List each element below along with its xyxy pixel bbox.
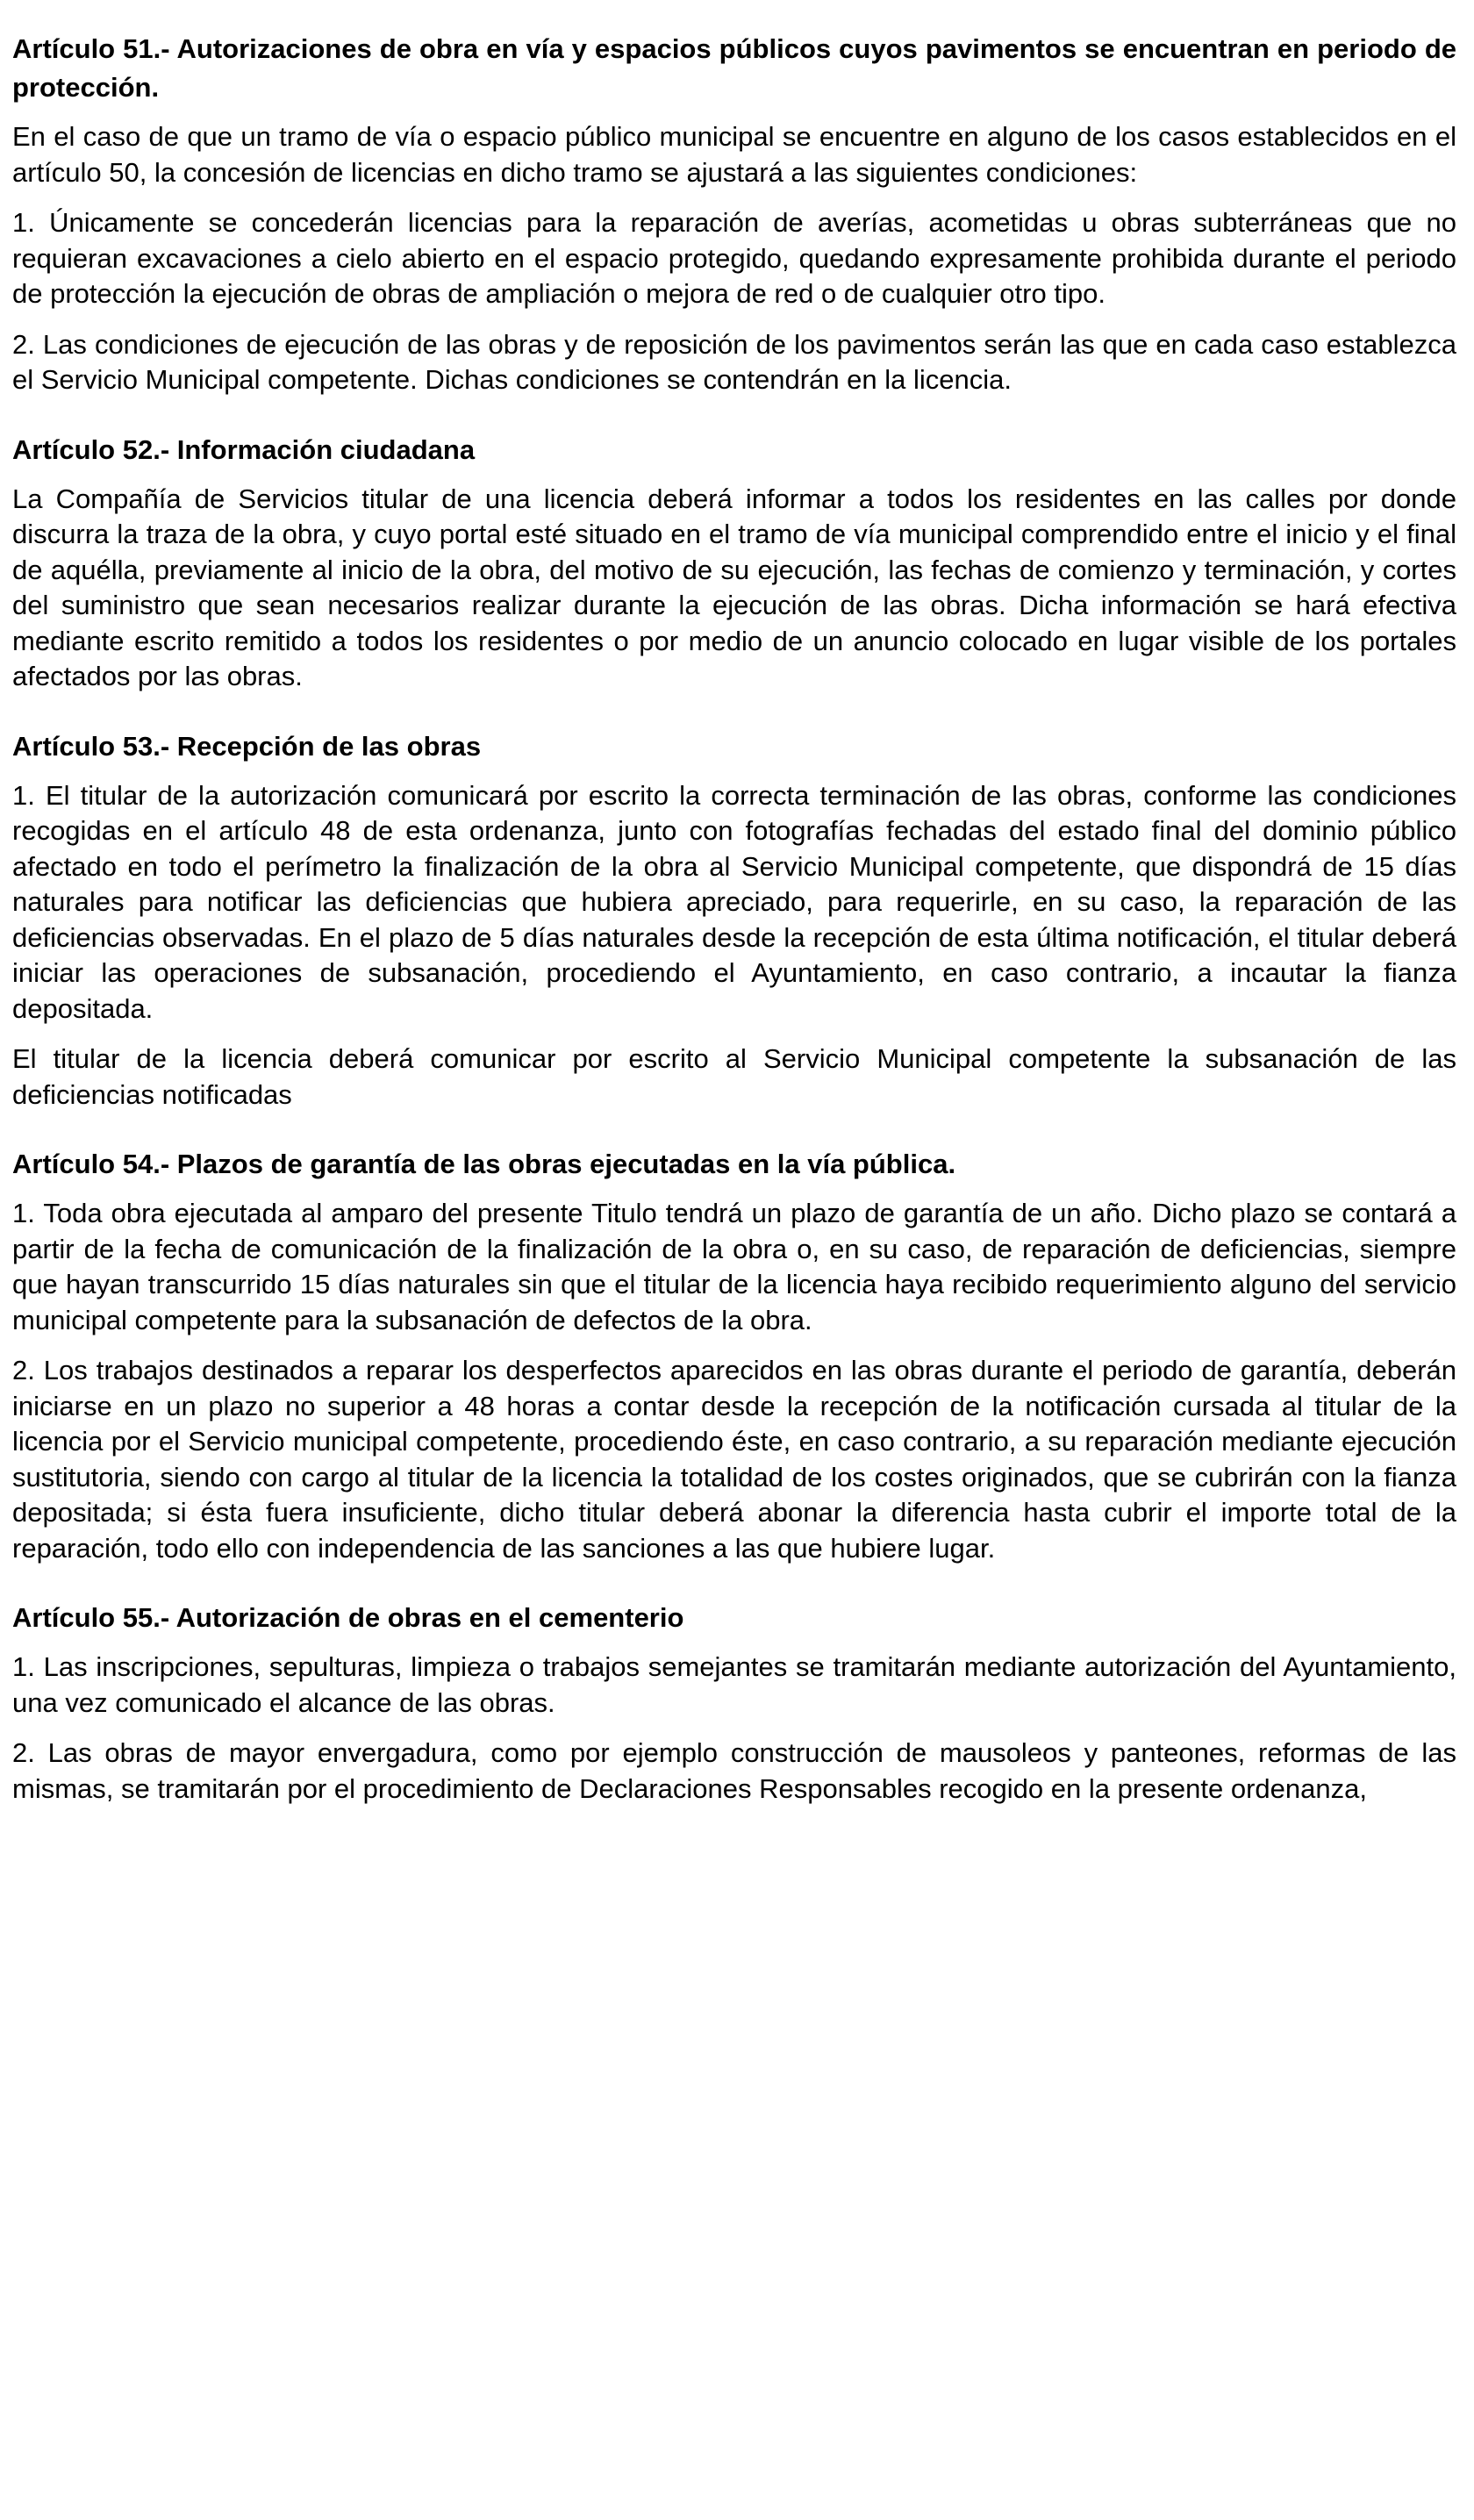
article-54 <box>12 1145 1456 1566</box>
article-53 <box>12 727 1456 1113</box>
article-paragraph: La Compañía de Servicios titular de una licencia deberá informar a todos los residentes en las calles por donde discurra la traza de la obra, y cuyo portal esté situado en el tramo de vía municipal comprendido entre el inicio y el final de aquélla, previamente al inicio de la obra, del motivo de su ejecución, las fechas de comienzo y terminación, y cortes del suministro que sean necesarios realizar durante la ejecución de las obras. Dicha información se hará efectiva mediante escrito remitido a todos los residentes o por medio de un anuncio colocado en lugar visible de los portales afectados por las obras. <box>12 483 1456 691</box>
article-heading: Artículo 55.- Autorización de obras en el cementerio <box>12 1602 684 1633</box>
article-paragraph: En el caso de que un tramo de vía o espacio público municipal se encuentre en alguno de los casos establecidos en el artículo 50, la concesión de licencias en dicho tramo se ajustará a las siguientes condiciones: <box>12 121 1456 188</box>
article-heading: Artículo 52.- Información ciudadana <box>12 433 476 465</box>
article-51 <box>12 30 1456 398</box>
article-paragraph: 1. Toda obra ejecutada al amparo del presente Titulo tendrá un plazo de garantía de un año. Dicho plazo se contará a partir de la fecha de comunicación de la finalización de la obra o, en su caso, de reparación de deficiencias, siempre que hayan transcurrido 15 días naturales sin que el titular de la licencia haya recibido requerimiento alguno del servicio municipal competente para la subsanación de defectos de la obra. <box>12 1198 1456 1335</box>
article-paragraph: 1. Únicamente se concederán licencias para la reparación de averías, acometidas u obras subterráneas que no requieran excavaciones a cielo abierto en el espacio protegido, quedando expresamente prohibida durante el periodo de protección la ejecución de obras de ampliación o mejora de red o de cualquier otro tipo. <box>12 207 1456 309</box>
article-paragraph: 1. El titular de la autorización comunicará por escrito la correcta terminación de las obras, conforme las condiciones recogidas en el artículo 48 de esta ordenanza, junto con fotografías fechadas del estado final del dominio público afectado en todo el perímetro la finalización de la obra al Servicio Municipal competente, que dispondrá de 15 días naturales para notificar las deficiencias que hubiera apreciado, para requerirle, en su caso, la reparación de las deficiencias observadas. En el plazo de 5 días naturales desde la recepción de esta última notificación, el titular deberá iniciar las operaciones de subsanación, procediendo el Ayuntamiento, en caso contrario, a incautar la fianza depositada. <box>12 779 1456 1024</box>
article-55 <box>12 1599 1456 1807</box>
article-52 <box>12 431 1456 695</box>
article-paragraph: 2. Las condiciones de ejecución de las obras y de reposición de los pavimentos serán las que en cada caso establezca el Servicio Municipal competente. Dichas condiciones se contendrán en la licencia. <box>12 328 1456 395</box>
article-heading: Artículo 51.- Autorizaciones de obra en vía y espacios públicos cuyos pavimentos se encuentran en periodo de protección. <box>12 33 1456 103</box>
article-paragraph: El titular de la licencia deberá comunicar por escrito al Servicio Municipal competente la subsanación de las deficiencias notificadas <box>12 1043 1456 1110</box>
article-heading: Artículo 54.- Plazos de garantía de las obras ejecutadas en la vía pública. <box>12 1149 956 1179</box>
article-heading: Artículo 53.- Recepción de las obras <box>12 730 482 762</box>
article-paragraph: 2. Los trabajos destinados a reparar los desperfectos aparecidos en las obras durante el periodo de garantía, deberán iniciarse en un plazo no superior a 48 horas a contar desde la recepción de la notificación cursada al titular de la licencia por el Servicio municipal competente, procediendo éste, en caso contrario, a su reparación mediante ejecución sustitutoria, siendo con cargo al titular de la licencia la totalidad de los costes originados, que se cubrirán con la fianza depositada; si ésta fuera insuficiente, dicho titular deberá abonar la diferencia hasta cubrir el importe total de la reparación, todo ello con independencia de las sanciones a las que hubiere lugar. <box>12 1355 1456 1564</box>
article-paragraph: 2. Las obras de mayor envergadura, como por ejemplo construcción de mausoleos y panteones, reformas de las mismas, se tramitarán por el procedimiento de Declaraciones Responsables recogido en la presente ordenanza, <box>12 1737 1456 1804</box>
article-paragraph: 1. Las inscripciones, sepulturas, limpieza o trabajos semejantes se tramitarán mediante autorización del Ayuntamiento, una vez comunicado el alcance de las obras. <box>12 1651 1456 1718</box>
